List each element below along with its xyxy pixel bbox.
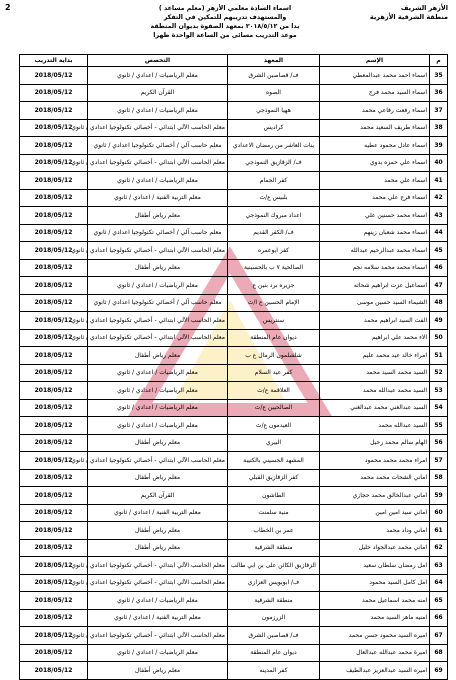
specialization: معلم الرياضيات / اعدادي / ثانوي [88, 364, 228, 382]
row-number: 65 [430, 592, 448, 610]
table-row [20, 522, 448, 540]
institute-name: جزيره برد بنين ع [228, 277, 320, 295]
row-number: 36 [430, 84, 448, 102]
start-date: 2018/05/12 [20, 382, 88, 400]
specialization: معلم رياض أطفال [88, 522, 228, 540]
institute-name: منية سلمنت [228, 504, 320, 522]
table-row [20, 102, 448, 120]
institute-name: كفر الزقازيق القبلي [228, 469, 320, 487]
institute-name: المشهد الحسيني بالكتيبة [228, 452, 320, 470]
trainee-name: اميره السيد عبدالعزيز عبدالطيف [320, 662, 430, 680]
specialization: معلم الرياضيات / اعدادي / ثانوي [88, 277, 228, 295]
institute-name: كفر ابوعمره [228, 242, 320, 260]
row-number: 62 [430, 539, 448, 557]
table-row [20, 557, 448, 575]
institute-name: الصالحية ٧ ب بالحسينية [228, 259, 320, 277]
institute-name: منطقة الشرقية [228, 539, 320, 557]
specialization: معلم رياض أطفال [88, 469, 228, 487]
trainee-name: السيد محمد عبدالله محمد [320, 382, 430, 400]
row-number: 51 [430, 347, 448, 365]
specialization: معلم الحاسب الآلي ابتدائي - أخصائي تكنولوجيا اعدادي / ثانوي [88, 627, 228, 645]
row-number: 42 [430, 189, 448, 207]
institute-name: كفر المدينه [228, 662, 320, 680]
start-date: 2018/05/12 [20, 84, 88, 102]
trainee-name: امراء محمد محمد محمود [320, 452, 430, 470]
row-number: 58 [430, 469, 448, 487]
specialization: معلم الرياضيات / اعدادي / ثانوي [88, 399, 228, 417]
start-date: 2018/05/12 [20, 224, 88, 242]
table-row [20, 294, 448, 312]
row-number: 48 [430, 294, 448, 312]
table-row [20, 119, 448, 137]
row-number: 49 [430, 312, 448, 330]
specialization: معلم رياض أطفال [88, 434, 228, 452]
table-row [20, 329, 448, 347]
header-title-line: بدا من ٢٠١٨/٥/١٢ بمعهد الصفوة بديوان المنطقة [150, 23, 300, 30]
table-row [20, 574, 448, 592]
start-date: 2018/05/12 [20, 452, 88, 470]
start-date: 2018/05/12 [20, 417, 88, 435]
institute-name: ف/ قصاصين الشرق [228, 67, 320, 85]
table-row [20, 154, 448, 172]
specialization: القرآن الكريم [88, 487, 228, 505]
trainee-name: اسماء محمد عبدالرحيم عبدالله [320, 242, 430, 260]
start-date: 2018/05/12 [20, 434, 88, 452]
institute-name: شلشلمون الرمال ع ب [228, 347, 320, 365]
table-row [20, 662, 448, 680]
row-number: 57 [430, 452, 448, 470]
trainee-name: اماني سيد امين امين [320, 504, 430, 522]
table-row [20, 434, 448, 452]
start-date: 2018/05/12 [20, 137, 88, 155]
start-date: 2018/05/12 [20, 574, 88, 592]
institute-name: بنات العاشر من رمضان الاعدادي [228, 137, 320, 155]
table-row [20, 224, 448, 242]
specialization: معلم الحاسب الآلي ابتدائي - أخصائي تكنولوجيا اعدادي / ثانوي [88, 154, 228, 172]
trainee-name: السيد عبدالغني محمد عبدالغني [320, 399, 430, 417]
start-date: 2018/05/12 [20, 172, 88, 190]
row-number: 63 [430, 557, 448, 575]
trainee-name: السيد عبدالله محمد [320, 417, 430, 435]
table-row [20, 189, 448, 207]
trainee-name: اماني الشحات محمد محمد [320, 469, 430, 487]
trainee-name: اسماء رفعت رفاعي محمد [320, 102, 430, 120]
table-row [20, 469, 448, 487]
start-date: 2018/05/12 [20, 119, 88, 137]
row-number: 44 [430, 224, 448, 242]
trainee-name: اماني محمد عبدالجواد خليل [320, 539, 430, 557]
row-number: 61 [430, 522, 448, 540]
start-date: 2018/05/12 [20, 347, 88, 365]
start-date: 2018/05/12 [20, 557, 88, 575]
trainee-name: امنيه ماهر السيد محمد [320, 609, 430, 627]
specialization: معلم الحاسب الآلي ابتدائي - أخصائي تكنولوجيا اعدادي / ثانوي [88, 557, 228, 575]
table-row [20, 382, 448, 400]
specialization: معلم الحاسب الآلي ابتدائي - أخصائي تكنولوجيا اعدادي / ثانوي [88, 312, 228, 330]
trainee-name: اسماء علي محمد [320, 172, 430, 190]
trainee-name: السيد محمد السيد محمد [320, 364, 430, 382]
institute-name: كفر الحمام [228, 172, 320, 190]
trainee-name: اسماء علي حمزه بدوي [320, 154, 430, 172]
start-date: 2018/05/12 [20, 207, 88, 225]
trainee-name: اسماعيل عزت ابراهيم شحاته [320, 277, 430, 295]
specialization: معلم الحاسب الآلي ابتدائي - أخصائي تكنولوجيا اعدادي / ثانوي [88, 242, 228, 260]
trainee-name: الفت السيد ابراهيم محمد [320, 312, 430, 330]
row-number: 35 [430, 67, 448, 85]
trainee-name: الهام سالم محمد رحيل [320, 434, 430, 452]
trainees-table [19, 54, 447, 680]
header-org-line: منطقة الشرقية الأزهرية [369, 13, 448, 21]
header-title-line: موعد التدريب مسائى من الساعة الواحدة ظهرا [153, 32, 297, 39]
row-number: 46 [430, 259, 448, 277]
header-title-line: والمستهدف تدريبهم للتمكين في التفكر [163, 14, 287, 21]
institute-name: الزقازيق الكائن على بن ابي طالب [228, 557, 320, 575]
specialization: معلم الرياضيات / اعدادي / ثانوي [88, 102, 228, 120]
institute-name: ف/ ابوبويس العزازي [228, 574, 320, 592]
trainee-name: اسماء محمد حسنين علي [320, 207, 430, 225]
specialization: معلم حاسب آلي / أخصائي تكنولوجيا اعدادي / ثانوي [88, 137, 228, 155]
trainee-name: اماني وداد محمد [320, 522, 430, 540]
table-row [20, 452, 448, 470]
start-date: 2018/05/12 [20, 487, 88, 505]
table-row [20, 364, 448, 382]
start-date: 2018/05/12 [20, 312, 88, 330]
table-row [20, 609, 448, 627]
table-row [20, 644, 448, 662]
header-title-line: اسماء السادة معلمي الأزهر (معلم مساعد ) [158, 5, 292, 12]
institute-name: ف/ الزقازيق النموذجي [228, 154, 320, 172]
table-row [20, 399, 448, 417]
table-row [20, 312, 448, 330]
trainee-name: الشيماء السيد حسين موسى [320, 294, 430, 312]
institute-name: كراديس [228, 119, 320, 137]
row-number: 68 [430, 644, 448, 662]
row-number: 47 [430, 277, 448, 295]
trainee-name: امل كامل السيد محمود [320, 574, 430, 592]
table-row [20, 67, 448, 85]
start-date: 2018/05/12 [20, 627, 88, 645]
specialization: القرآن الكريم [88, 84, 228, 102]
start-date: 2018/05/12 [20, 189, 88, 207]
specialization: معلم الرياضيات / اعدادي / ثانوي [88, 382, 228, 400]
row-number: 54 [430, 399, 448, 417]
start-date: 2018/05/12 [20, 609, 88, 627]
start-date: 2018/05/12 [20, 277, 88, 295]
row-number: 45 [430, 242, 448, 260]
institute-name: ديوان عام المنطقة [228, 644, 320, 662]
specialization: معلم التربية الفنية / اعدادي / ثانوي [88, 189, 228, 207]
row-number: 50 [430, 329, 448, 347]
table-row [20, 627, 448, 645]
specialization: معلم الحاسب الآلي ابتدائي - أخصائي تكنولوجيا اعدادي / ثانوي [88, 574, 228, 592]
trainee-name: اميره السيد محمود حسن محمد [320, 627, 430, 645]
table-row [20, 504, 448, 522]
row-number: 37 [430, 102, 448, 120]
institute-name: ههيا النموذجي [228, 102, 320, 120]
institute-name: ف/ قصاصين الشرق [228, 627, 320, 645]
specialization: معلم التربية الفنية / اعدادي / ثانوي [88, 609, 228, 627]
specialization: معلم الرياضيات / اعدادي / ثانوي [88, 592, 228, 610]
institute-name: العيدمون ع/ث [228, 417, 320, 435]
start-date: 2018/05/12 [20, 259, 88, 277]
start-date: 2018/05/12 [20, 592, 88, 610]
specialization: معلم الرياضيات / اعدادي / ثانوي [88, 417, 228, 435]
specialization: معلم الرياضيات / اعدادي / ثانوي [88, 67, 228, 85]
table-row [20, 242, 448, 260]
start-date: 2018/05/12 [20, 522, 88, 540]
specialization: معلم حاسب آلي / أخصائي تكنولوجيا اعدادي / ثانوي [88, 224, 228, 242]
institute-name: الطاشون [228, 487, 320, 505]
specialization: معلم الرياضيات / اعدادي / ثانوي [88, 644, 228, 662]
start-date: 2018/05/12 [20, 662, 88, 680]
table-row [20, 137, 448, 155]
header-title [110, 4, 340, 40]
table-body [20, 67, 448, 680]
start-date: 2018/05/12 [20, 644, 88, 662]
row-number: 38 [430, 119, 448, 137]
table-row [20, 207, 448, 225]
institute-name: الصوه [228, 84, 320, 102]
institute-name: الإمام الحسين ع ا/ث [228, 294, 320, 312]
row-number: 43 [430, 207, 448, 225]
row-number: 56 [430, 434, 448, 452]
start-date: 2018/05/12 [20, 329, 88, 347]
start-date: 2018/05/12 [20, 154, 88, 172]
institute-name: البيري [228, 434, 320, 452]
start-date: 2018/05/12 [20, 399, 88, 417]
column-header-name: الإسم [320, 55, 430, 67]
header-org-line: الأزهر الشريف [400, 4, 448, 12]
institute-name: ديوان عام المنطقة [228, 329, 320, 347]
row-number: 64 [430, 574, 448, 592]
row-number: 40 [430, 154, 448, 172]
specialization: معلم رياض أطفال [88, 207, 228, 225]
trainee-name: اميرة محمد عبدالله عبدالعال [320, 644, 430, 662]
table-row [20, 347, 448, 365]
trainee-name: امل رمضان سلطان سعيد [320, 557, 430, 575]
table-header-row [20, 55, 448, 67]
column-header-specialization: التخصص [88, 55, 228, 67]
trainee-name: امنه محمد اسماعيل محمد [320, 592, 430, 610]
institute-name: بلبيس ع/ث [228, 189, 320, 207]
specialization: معلم الرياضيات / اعدادي / ثانوي [88, 172, 228, 190]
table-row [20, 487, 448, 505]
specialization: معلم الحاسب الآلي ابتدائي - أخصائي تكنولوجيا اعدادي / ثانوي [88, 119, 228, 137]
start-date: 2018/05/12 [20, 67, 88, 85]
trainee-name: اسماء طريف السعيد محمد [320, 119, 430, 137]
row-number: 53 [430, 382, 448, 400]
table-row [20, 539, 448, 557]
row-number: 59 [430, 487, 448, 505]
institute-name: كفر عيد السلام [228, 364, 320, 382]
row-number: 67 [430, 627, 448, 645]
trainee-name: الاء محمد علي ابراهيم [320, 329, 430, 347]
institute-name: اعداد مبروك النموذجي [228, 207, 320, 225]
row-number: 55 [430, 417, 448, 435]
specialization: معلم رياض أطفال [88, 259, 228, 277]
institute-name: العلاقمة ع/ث [228, 382, 320, 400]
trainee-name: امراء خالد عيد محمد عليم [320, 347, 430, 365]
header-organization [353, 4, 448, 22]
start-date: 2018/05/12 [20, 364, 88, 382]
column-header-start-date: بداية التدريب [20, 55, 88, 67]
specialization: معلم رياض أطفال [88, 347, 228, 365]
table-row [20, 277, 448, 295]
institute-name: سنتريس [228, 312, 320, 330]
trainee-name: اسماء احمد محمد عبدالمعطي [320, 67, 430, 85]
specialization: معلم الحاسب الآلي ابتدائي - أخصائي تكنولوجيا اعدادي / ثانوي [88, 329, 228, 347]
page-number: 2 [5, 3, 11, 12]
start-date: 2018/05/12 [20, 504, 88, 522]
start-date: 2018/05/12 [20, 294, 88, 312]
trainee-name: اسماء محمد شعبان زينهم [320, 224, 430, 242]
trainee-name: اسماء السيد محمد فرج [320, 84, 430, 102]
row-number: 41 [430, 172, 448, 190]
institute-name: ف/ الكفر القديم [228, 224, 320, 242]
table-row [20, 592, 448, 610]
specialization: معلم التربية الفنية / اعدادي / ثانوي [88, 504, 228, 522]
column-header-number: م [430, 55, 448, 67]
row-number: 60 [430, 504, 448, 522]
row-number: 69 [430, 662, 448, 680]
table-row [20, 84, 448, 102]
table-row [20, 417, 448, 435]
start-date: 2018/05/12 [20, 102, 88, 120]
table-row [20, 172, 448, 190]
row-number: 39 [430, 137, 448, 155]
start-date: 2018/05/12 [20, 242, 88, 260]
specialization: معلم الحاسب الآلي ابتدائي - أخصائي تكنولوجيا اعدادي / ثانوي [88, 452, 228, 470]
specialization: معلم حاسب آلي / أخصائي تكنولوجيا اعدادي / ثانوي [88, 294, 228, 312]
start-date: 2018/05/12 [20, 539, 88, 557]
institute-name: عمر بن الخطاب [228, 522, 320, 540]
table-row [20, 259, 448, 277]
row-number: 52 [430, 364, 448, 382]
row-number: 66 [430, 609, 448, 627]
institute-name: الصالحيين ع/ث [228, 399, 320, 417]
institute-name: منطقة الشرقية [228, 592, 320, 610]
trainee-name: اسماء عادل محمود عطيه [320, 137, 430, 155]
column-header-institute: المعهد [228, 55, 320, 67]
start-date: 2018/05/12 [20, 469, 88, 487]
specialization: معلم رياض أطفال [88, 539, 228, 557]
trainee-name: اسماء فرج علي محمد [320, 189, 430, 207]
specialization: معلم رياض أطفال [88, 662, 228, 680]
trainee-name: اماني عبدالخالق محمد حجازي [320, 487, 430, 505]
institute-name: الزرزمون [228, 609, 320, 627]
trainee-name: اسماء محمد محمد سلامه نجم [320, 259, 430, 277]
